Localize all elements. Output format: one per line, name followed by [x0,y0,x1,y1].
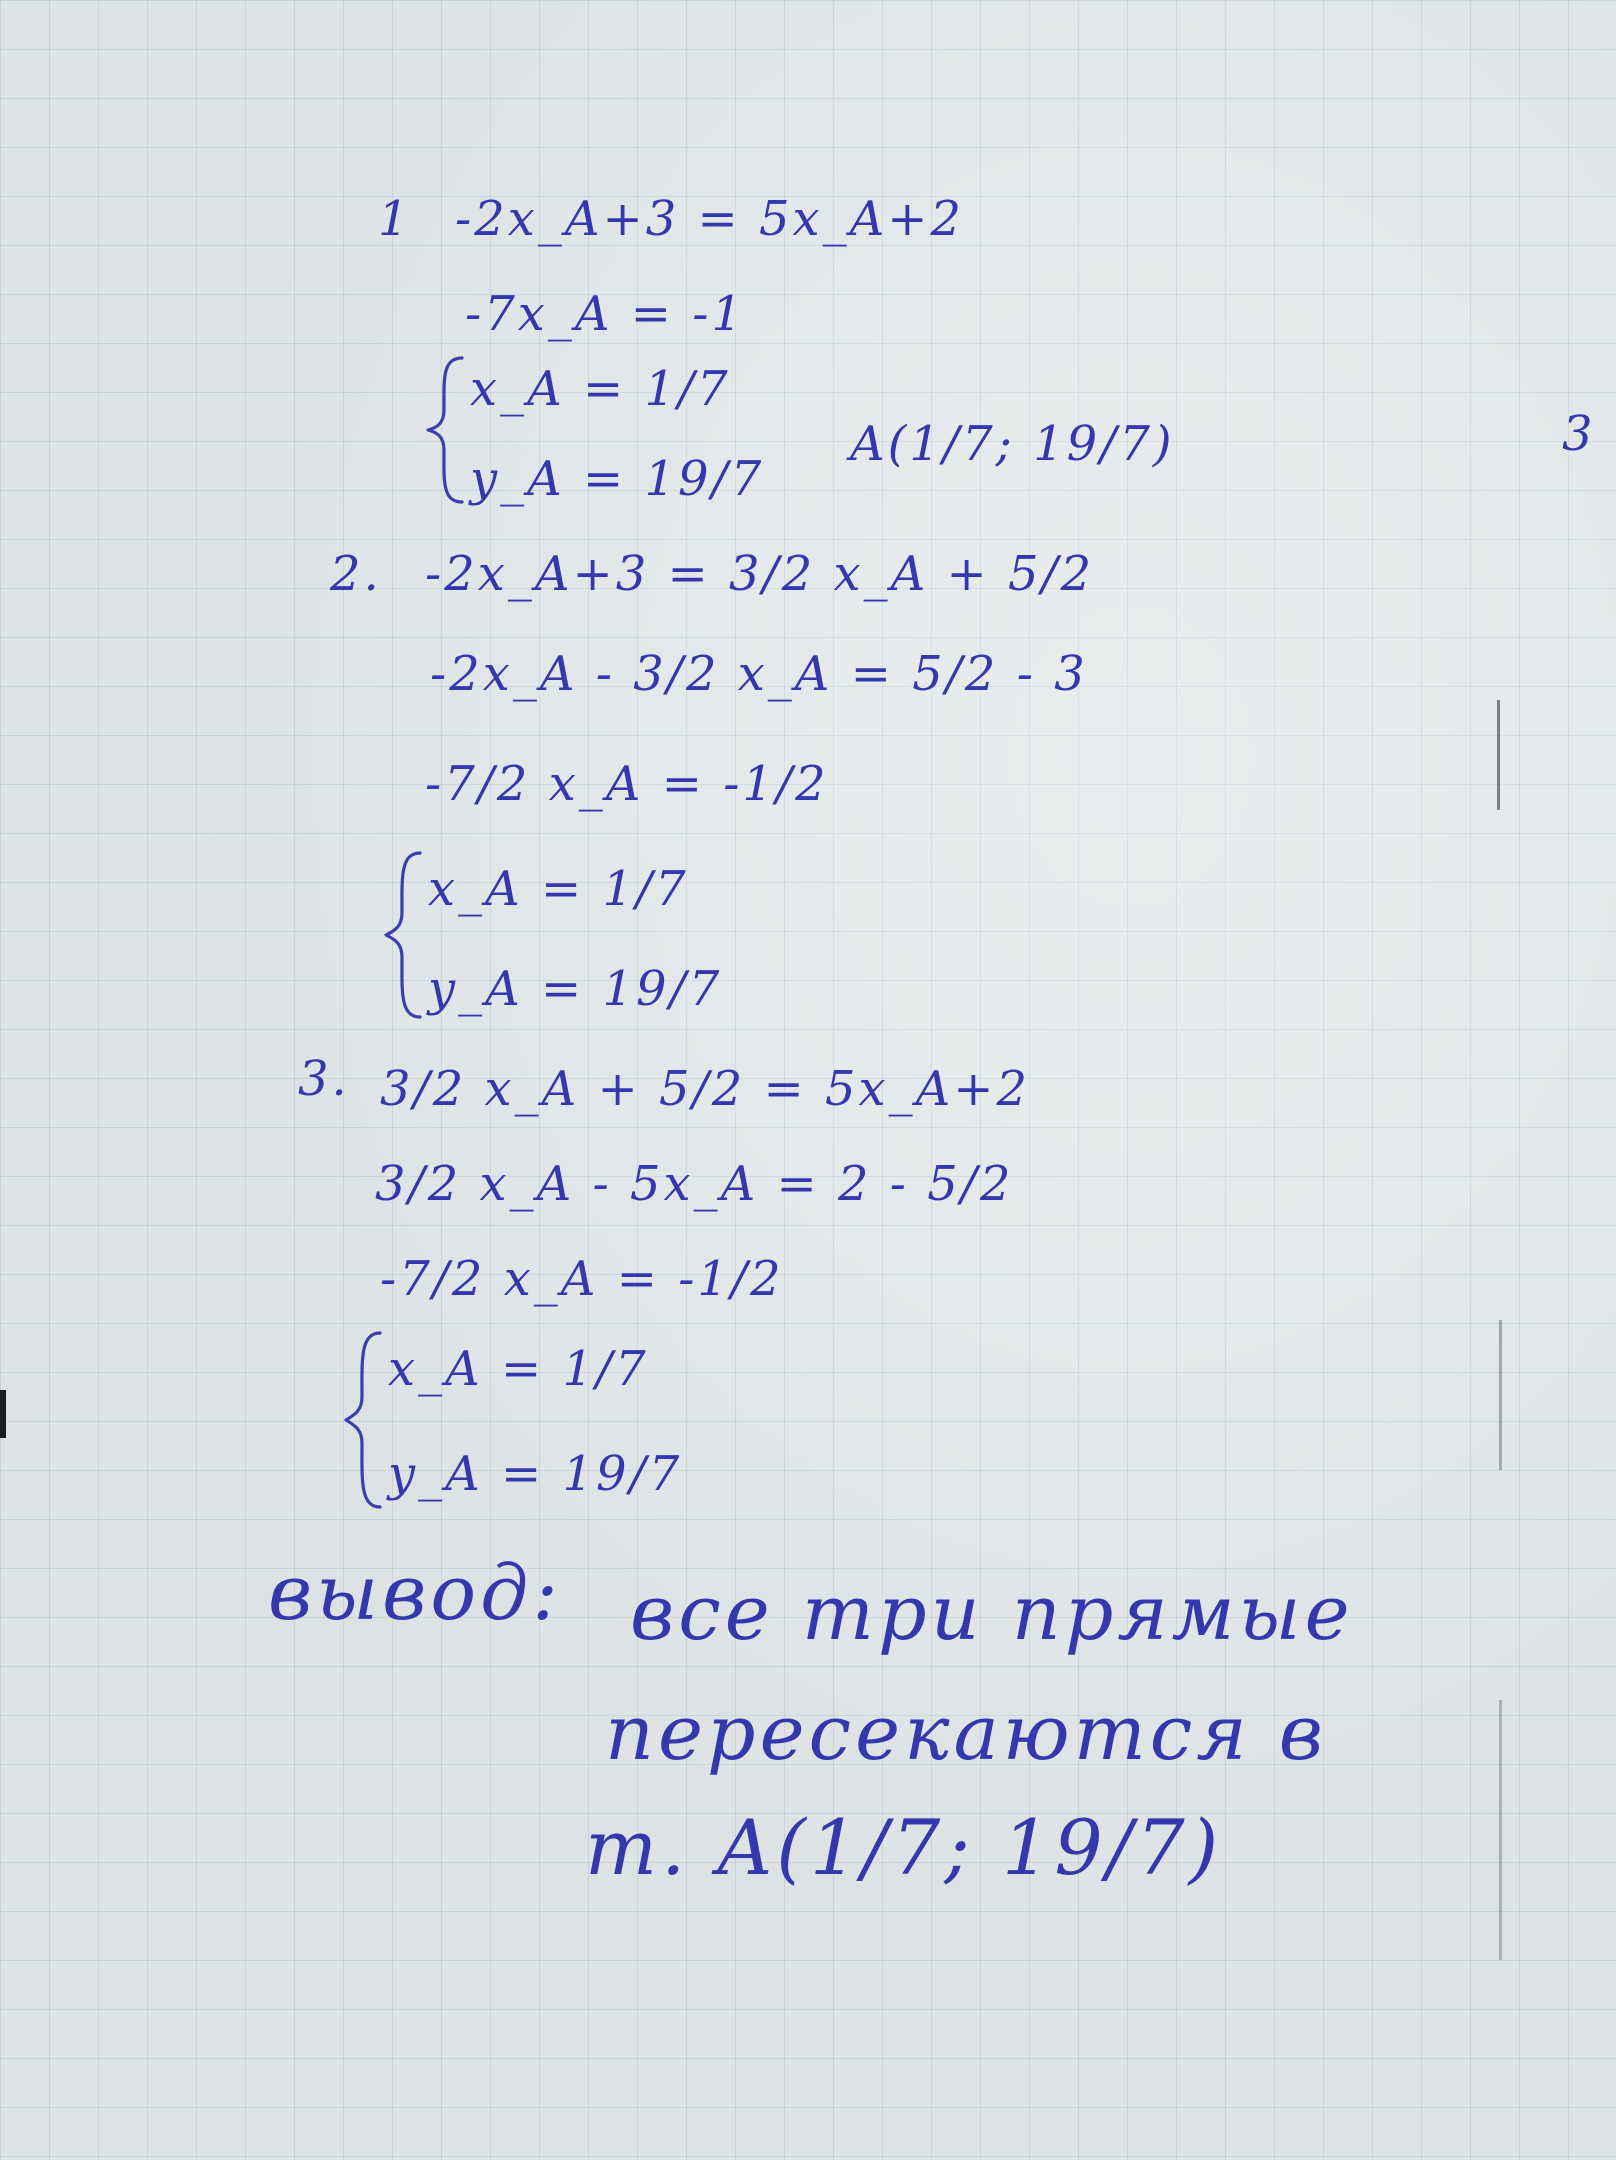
step-2-equation: -2x_A+3 = 3/2 x_A + 5/2 [425,546,1095,602]
conclusion-line-2: пересекаются в [605,1688,1328,1777]
step-1-system-brace [422,350,472,510]
step-2-system-brace [380,845,430,1025]
step-3-system-brace [340,1325,390,1515]
conclusion-line-1: все три прямые [630,1568,1354,1657]
margin-number: 3 [1562,406,1596,462]
step-2-line-3: -7/2 x_A = -1/2 [425,756,829,812]
step-1-system-y: y_A = 19/7 [470,451,765,507]
step-1-equation: -2x_A+3 = 5x_A+2 [455,191,965,247]
conclusion-label: вывод: [268,1548,562,1637]
step-1-number: 1 [378,191,412,247]
step-1-system-x: x_A = 1/7 [470,361,731,417]
step-3-line-3: -7/2 x_A = -1/2 [380,1251,784,1307]
page-edge-mark [1499,1320,1502,1470]
step-3-system-y: y_A = 19/7 [388,1446,683,1502]
step-2-number: 2. [330,546,382,602]
step-1-point: A(1/7; 19/7) [850,416,1175,472]
step-3-equation: 3/2 x_A + 5/2 = 5x_A+2 [380,1061,1030,1117]
page-edge-mark [0,1390,6,1438]
step-1-line-2: -7x_A = -1 [465,286,745,342]
conclusion-line-3: т. A(1/7; 19/7) [585,1803,1223,1892]
page-edge-mark [1499,1700,1502,1960]
step-2-line-2: -2x_A - 3/2 x_A = 5/2 - 3 [430,646,1088,702]
step-2-system-x: x_A = 1/7 [428,861,689,917]
step-2-system-y: y_A = 19/7 [428,961,723,1017]
step-3-number: 3. [298,1051,350,1107]
step-3-line-2: 3/2 x_A - 5x_A = 2 - 5/2 [375,1156,1014,1212]
page-edge-mark [1497,700,1500,810]
step-3-system-x: x_A = 1/7 [388,1341,649,1397]
